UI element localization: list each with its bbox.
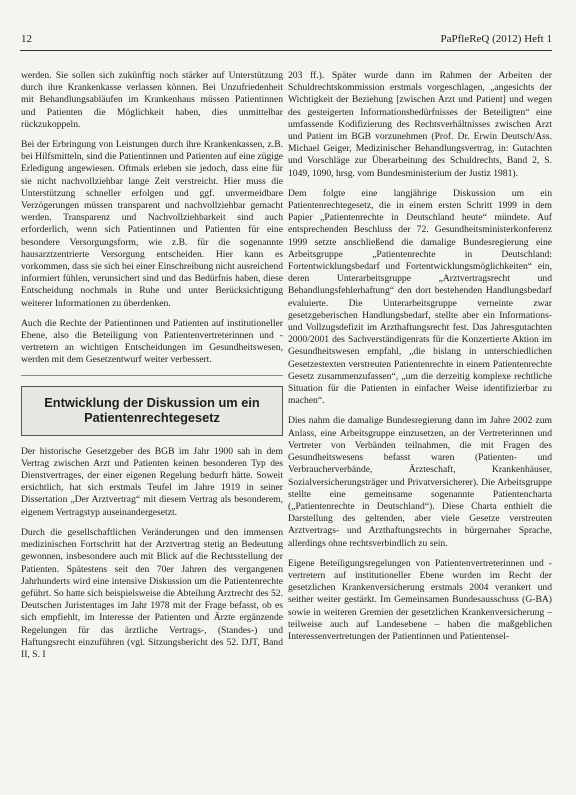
paragraph: Bei der Erbringung von Leistungen durch ihre Krankenkassen, z.B. bei Hilfsmitteln, sind die Patientinnen und Patienten auf eine zügige Erledigung angewiesen. Oftmals erleben sie jedoch, dass eine für sie nicht nachvollziehbar lange Zeit verstreicht. Hier muss die Unterstützung schneller erfolgen und ggf. unvermeidbare Verzögerungen müssen transparent und nachvollziehbar gemacht werden. Transparenz und Nachvollziehbarkeit sind auch erforderlich, wenn sich Patientinnen und Patienten für eine besondere Versorgungsform, wie z.B. für die sogenannte hausarztzentrierte Versorgung entscheiden. Hier kann es vorkommen, dass sie sich bei einer Einschreibung nicht ausreichend informiert fühlen, verunsichert sind und das Bedürfnis haben, diese Entscheidung nochmals in Ruhe und unter Berücksichtigung weiterer Informationen zu überdenken. [21, 139, 283, 309]
right-column [288, 70, 552, 651]
paragraph: Auch die Rechte der Patientinnen und Patienten auf institutioneller Ebene, also die Beteiligung von Patientenvertreterinnen und -vertretern an wichtigen Entscheidungen im Gesundheitswesen, werden mit dem Gesetzentwurf weiter verbessert. [21, 317, 283, 366]
paragraph: 203 ff.). Später wurde dann im Rahmen der Arbeiten der Schuldrechtskommission erstmals vorgeschlagen, „angesichts der Wichtigkeit der Beziehung [zwischen Arzt und Patient] und wegen des gesteigerten Informationsbedürfnisses der Beteiligten“ eine umfassende Kodifizierung des Rechtsverhältnisses zwischen Arzt und Patient im BGB vorzunehmen (Prof. Dr. Erwin Deutsch/Ass. Michael Geiger, Medizinischer Behandlungsvertrag, in: Gutachten und Vorschläge zur Überarbeitung des Schuldrechts, Band 2, S. 1049, 1090, hrsg. vom Bundesministerium der Justiz 1981). [288, 70, 552, 179]
paragraph: Eigene Beteiligungsregelungen von Patientenvertreterinnen und -vertretern auf institutioneller Ebene wurden im Recht der gesetzlichen Krankenversicherung erstmals 2004 verankert und seither weiter gestärkt. Im Gemeinsamen Bundesausschuss (G-BA) sowie in weiteren Gremien der gesetzlichen Krankenversicherung – teilweise auch auf Landesebene – haben die maßgeblichen Interessenvertretungen der Patientinnen und Patientensel- [288, 557, 552, 642]
journal-title: PaPfleReQ (2012) Heft 1 [440, 33, 552, 45]
section-heading: Entwicklung der Diskussion um ein Patientenrechtegesetz [44, 394, 260, 425]
left-column [21, 70, 283, 669]
section-divider [21, 375, 283, 376]
paragraph: Dem folgte eine langjährige Diskussion um ein Patientenrechtegesetz, die in einem ersten Schritt 1999 in dem Papier „Patientenrechte in Deutschland heute“ mündete. Auf entsprechenden Beschluss der 72. Gesundheitsministerkonferenz 1999 setzte anschließend die damalige Bundesregierung eine Arbeitsgruppe „Patientenrechte in Deutschland: Fortentwicklungsbedarf und Fortentwicklungsmöglichkeiten“ ein, deren Unterarbeitsgruppe „Arztvertragsrecht und Behandlungsfehlerhaftung“ den dort bestehenden Handlungsbedarf evaluierte. Die Unterarbeitsgruppe verneinte zwar gesetzgeberischen Handlungsbedarf, stellte aber ein Informations- und Vollzugsdefizit im Arzthaftungsrecht fest. Das Jahresgutachten 2000/2001 des Sachverständigenrats für die Konzertierte Aktion im Gesundheitswesen empfahl, „die bislang in unterschiedlichen Gesetzestexten verstreuten Patientenrechte in einem Patientenrechte Gesetz zusammenzufassen“, „um die derzeitig komplexe rechtliche Situation für die Patienten in einfacher Weise identifizierbar zu machen“. [288, 187, 552, 407]
paragraph: Durch die gesellschaftlichen Veränderungen und den immensen medizinischen Fortschritt hat der Arztvertrag stetig an Bedeutung gewonnen, insbesondere auch mit Blick auf die Rechtsstellung der Patienten. Spätestens seit den 70er Jahren des vergangenen Jahrhunderts wird eine intensive Diskussion um die Patientenrechte geführt. So hatte sich beispielsweise die Abteilung Arztrecht des 52. Deutschen Juristentages im Jahr 1978 mit der Frage befasst, ob es sich empfiehlt, im Interesse der Patienten und Ärzte ergänzende Regelungen für das ärztliche Vertrags-, (Standes-) und Haftungsrecht einzuführen (vgl. Sitzungsbericht des 52. DJT, Band II, S. I [21, 526, 283, 660]
header-rule [20, 50, 552, 51]
section-heading-box [21, 386, 283, 436]
paragraph: Dies nahm die damalige Bundesregierung dann im Jahre 2002 zum Anlass, eine Arbeitsgruppe einzusetzen, an der Vertreterinnen und Vertreter von Verbänden teilnahmen, die mit Fragen des Gesundheitswesens befasst waren (Patienten- und Verbraucherverbände, Ärzteschaft, Krankenhäuser, Sozialversicherungsträger und Privatversicherer). Die Arbeitsgruppe stellte eine gemeinsame sogenannte Patientencharta („Patientenrechte in Deutschland“). Diese Charta enthielt die Darstellung des geltenden, aber viele Gesetze verstreuten Arztvertrags- und Arzthaftungsrechts in bürgernaher Sprache, allerdings ohne rechtsverbindlich zu sein. [288, 415, 552, 549]
page-number: 12 [21, 33, 32, 45]
paragraph: Der historische Gesetzgeber des BGB im Jahr 1900 sah in dem Vertrag zwischen Arzt und Patienten keinen besonderen Typ des Dienstvertrages, der einer eigenen Regelung bedurft hätte. Soweit ersichtlich, hat sich erstmals Teufel im Jahre 1919 in seiner Dissertation „Der Arztvertrag“ mit diesem Vertrag als besonderem, eigenem Vertragstyp auseinandergesetzt. [21, 445, 283, 518]
paragraph: werden. Sie sollen sich zukünftig noch stärker auf Unterstützung durch ihre Krankenkasse verlassen können. Bei Unzufriedenheit mit Behandlungsabläufen im Krankenhaus müssen Patientinnen und Patienten die Möglichkeit haben, dies unmittelbar rückzukoppeln. [21, 70, 283, 130]
